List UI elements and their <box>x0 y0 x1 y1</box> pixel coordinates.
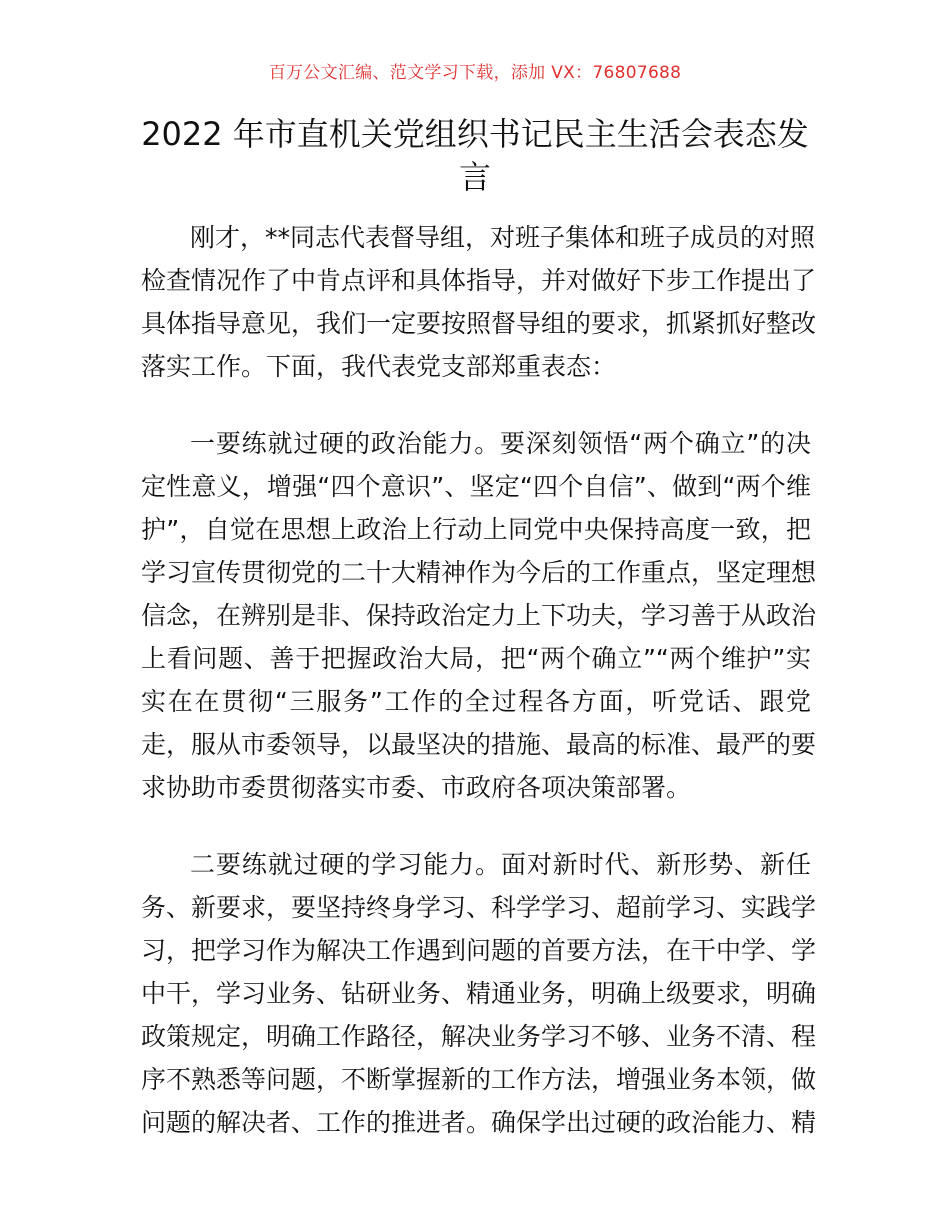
text-line: 一要练就过硬的政治能力。要深刻领悟“两个确立”的决 <box>190 429 811 458</box>
text-line: 序不熟悉等问题，不断掌握新的工作方法，增强业务本领，做 <box>141 1065 817 1094</box>
text-line: 学习宣传贯彻党的二十大精神作为今后的工作重点，坚定理想 <box>141 558 817 587</box>
text-line: 定性意义，增强“四个意识”、坚定“四个自信”、做到“两个维 <box>141 472 811 501</box>
document-title <box>120 113 830 199</box>
text-line: 护”，自觉在思想上政治上行动上同党中央保持高度一致，把 <box>141 515 811 544</box>
text-line: 信念，在辨别是非、保持政治定力上下功夫，学习善于从政治 <box>141 601 817 630</box>
text-line: 求协助市委贯彻落实市委、市政府各项决策部署。 <box>141 773 692 802</box>
text-line: 检查情况作了中肯点评和具体指导，并对做好下步工作提出了 <box>141 266 817 295</box>
watermark-header: 百万公文汇编、范文学习下载，添加 VX：76807688 <box>268 63 682 83</box>
text-line: 习，把学习作为解决工作遇到问题的首要方法，在干中学、学 <box>141 936 817 965</box>
text-line: 具体指导意见，我们一定要按照督导组的要求，抓紧抓好整改 <box>141 309 817 338</box>
title-line: 言 <box>458 158 491 196</box>
text-line: 走，服从市委领导，以最坚决的措施、最高的标准、最严的要 <box>141 730 817 759</box>
paragraph <box>141 843 817 1144</box>
text-line: 落实工作。下面，我代表党支部郑重表态： <box>141 352 617 381</box>
document-body <box>141 216 817 1178</box>
text-line: 实在在贯彻“三服务”工作的全过程各方面，听党话、跟党 <box>141 687 811 716</box>
paragraph <box>141 422 817 809</box>
text-line: 中干，学习业务、钻研业务、精通业务，明确上级要求，明确 <box>141 979 817 1008</box>
text-line: 二要练就过硬的学习能力。面对新时代、新形势、新任 <box>190 850 811 879</box>
text-line: 刚才，**同志代表督导组，对班子集体和班子成员的对照 <box>190 223 816 252</box>
text-line: 务、新要求，要坚持终身学习、科学学习、超前学习、实践学 <box>141 893 817 922</box>
text-line: 上看问题、善于把握政治大局，把“两个确立”“两个维护”实 <box>141 644 811 673</box>
title-line: 2022 年市直机关党组织书记民主生活会表态发 <box>141 115 809 153</box>
paragraph <box>141 216 817 388</box>
text-line: 政策规定，明确工作路径，解决业务学习不够、业务不清、程 <box>141 1022 817 1051</box>
text-line: 问题的解决者、工作的推进者。确保学出过硬的政治能力、精 <box>141 1108 817 1137</box>
